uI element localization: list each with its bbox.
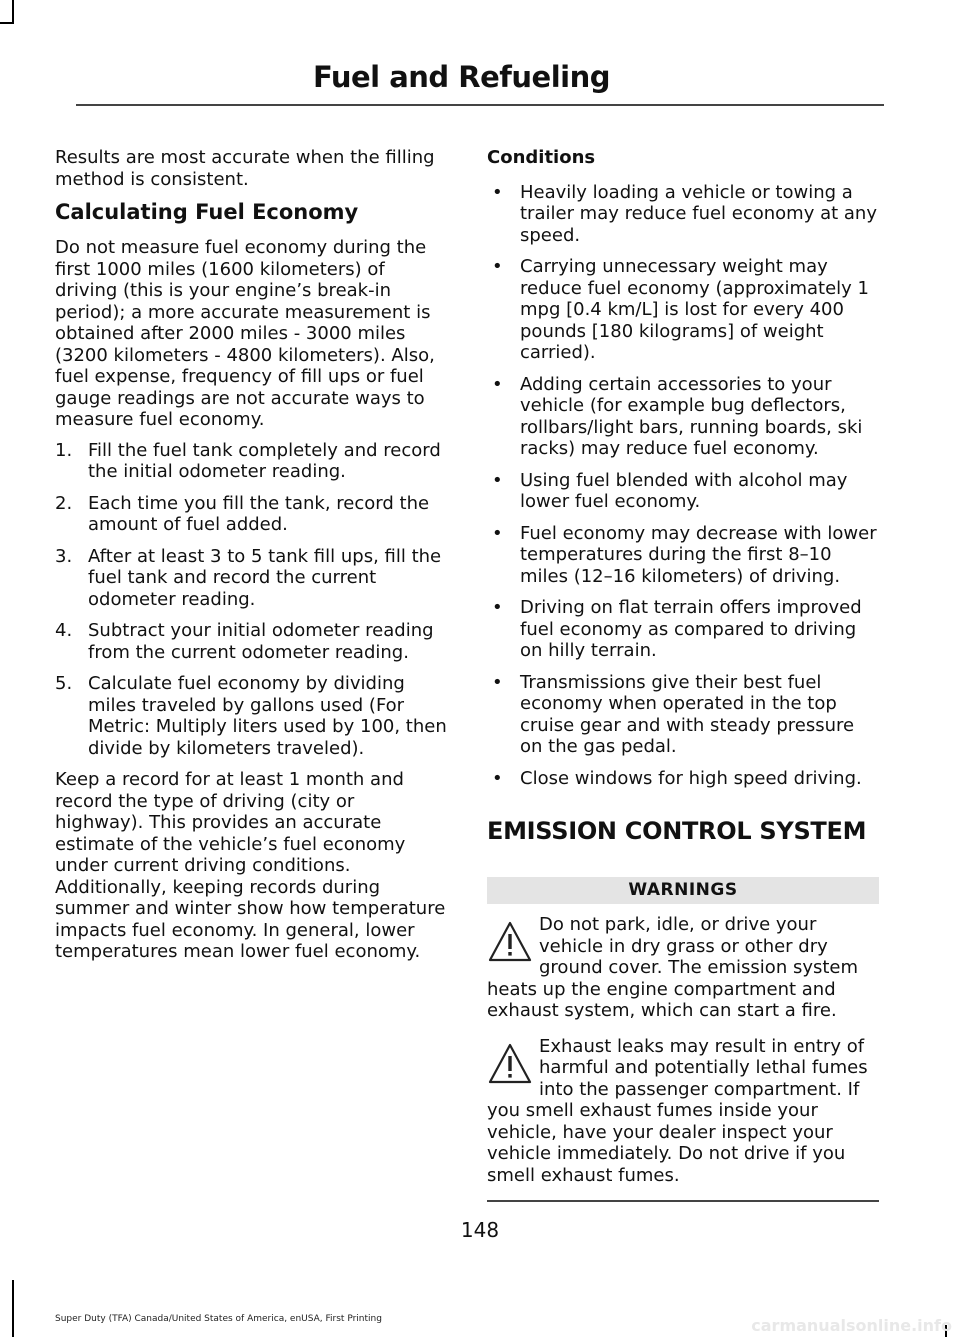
crop-mark bbox=[12, 1280, 14, 1337]
warning-triangle-icon bbox=[487, 920, 539, 970]
step-text: Each time you fill the tank, record the amount of fuel added. bbox=[88, 492, 430, 535]
list-item: • Heavily loading a vehicle or towing a trailer may reduce fuel economy at any speed. bbox=[487, 182, 879, 247]
step-text: Calculate fuel economy by dividing miles traveled by gallons used (For Metric: Multiply liters used by 100, then divide by kilometers traveled). bbox=[88, 673, 447, 759]
warnings-header: WARNINGS bbox=[487, 877, 879, 905]
warning-text: Do not park, idle, or drive your vehicle in dry grass or other dry ground cover. The emission system heats up the engine compartment and exhaust system, which can start a fire. bbox=[487, 914, 859, 1021]
crop-mark bbox=[0, 22, 14, 24]
page-number: 148 bbox=[460, 1218, 500, 1242]
crop-mark bbox=[12, 0, 14, 22]
step-text: Subtract your initial odometer reading from the current odometer reading. bbox=[88, 620, 434, 663]
list-item: • Carrying unnecessary weight may reduce fuel economy (approximately 1 mpg [0.4 km/L] is lost for every 400 pounds [180 kilograms] of weight carried). bbox=[487, 256, 879, 364]
list-item bbox=[55, 620, 447, 663]
list-item bbox=[55, 440, 447, 483]
page-title: Fuel and Refueling bbox=[312, 60, 610, 94]
step-number: 4. bbox=[55, 620, 73, 641]
section-heading: Calculating Fuel Economy bbox=[55, 200, 359, 224]
watermark: carmanualsonline.info bbox=[751, 1316, 952, 1335]
warning-block bbox=[487, 1036, 879, 1187]
step-number: 2. bbox=[55, 492, 73, 514]
list-item: • Transmissions give their best fuel economy when operated in the top cruise gear and with steady pressure on the gas pedal. bbox=[487, 672, 879, 758]
step-text: After at least 3 to 5 tank fill ups, fill the fuel tank and record the current odometer reading. bbox=[88, 545, 442, 610]
list-item bbox=[55, 493, 447, 536]
list-item: • Fuel economy may decrease with lower temperatures during the first 8–10 miles (12–16 kilometers) of driving. bbox=[487, 523, 879, 588]
warning-block bbox=[487, 914, 879, 1022]
footer-text: Super Duty (TFA) Canada/United States of America, enUSA, First Printing bbox=[55, 1314, 382, 1324]
header-divider bbox=[76, 104, 884, 106]
list-item: • Driving on flat terrain offers improved fuel economy as compared to driving on hilly terrain. bbox=[487, 597, 879, 662]
step-number: 1. bbox=[55, 439, 73, 461]
step-number: 5. bbox=[55, 673, 73, 694]
list-item: • Adding certain accessories to your vehicle (for example bug deflectors, rollbars/light bars, running boards, ski racks) may reduce fuel economy. bbox=[487, 374, 879, 460]
section-title: EMISSION CONTROL SYSTEM bbox=[487, 817, 867, 845]
intro-paragraph: Results are most accurate when the filling method is consistent. bbox=[55, 147, 435, 190]
warnings-divider bbox=[487, 1200, 879, 1202]
body-paragraph: Do not measure fuel economy during the first 1000 miles (1600 kilometers) of driving (this is your engine’s break-in period); a more accurate measurement is obtained after 2000 miles - 3000 miles (3200 kilometers - 4800 kilometers). Also, fuel expense, frequency of fill ups or fuel gauge readings are not accurate ways to measure fuel economy. bbox=[55, 237, 435, 430]
conditions-list bbox=[487, 182, 879, 790]
warning-text: Exhaust leaks may result in entry of harmful and potentially lethal fumes into the passenger compartment. If you smell exhaust fumes inside your vehicle, have your dealer inspect your vehicle immediately. Do not drive if you smell exhaust fumes. bbox=[487, 1035, 868, 1186]
list-item: • Using fuel blended with alcohol may lower fuel economy. bbox=[487, 470, 879, 513]
list-item: • Close windows for high speed driving. bbox=[487, 768, 879, 790]
right-column bbox=[487, 147, 879, 1202]
steps-list bbox=[55, 440, 447, 760]
step-number: 3. bbox=[55, 545, 73, 567]
left-column bbox=[55, 147, 447, 972]
conditions-heading: Conditions bbox=[487, 147, 596, 168]
step-text: Fill the fuel tank completely and record the initial odometer reading. bbox=[88, 439, 441, 482]
warning-triangle-icon bbox=[487, 1042, 539, 1092]
body-paragraph: Keep a record for at least 1 month and record the type of driving (city or highway). This provides an accurate estimate of the vehicle’s fuel economy under current driving conditions. Additionally, keeping records during summer and winter show how temperature impacts fuel economy. In general, lower temperatures mean lower fuel economy. bbox=[55, 769, 446, 962]
list-item bbox=[55, 546, 447, 611]
list-item bbox=[55, 673, 447, 759]
